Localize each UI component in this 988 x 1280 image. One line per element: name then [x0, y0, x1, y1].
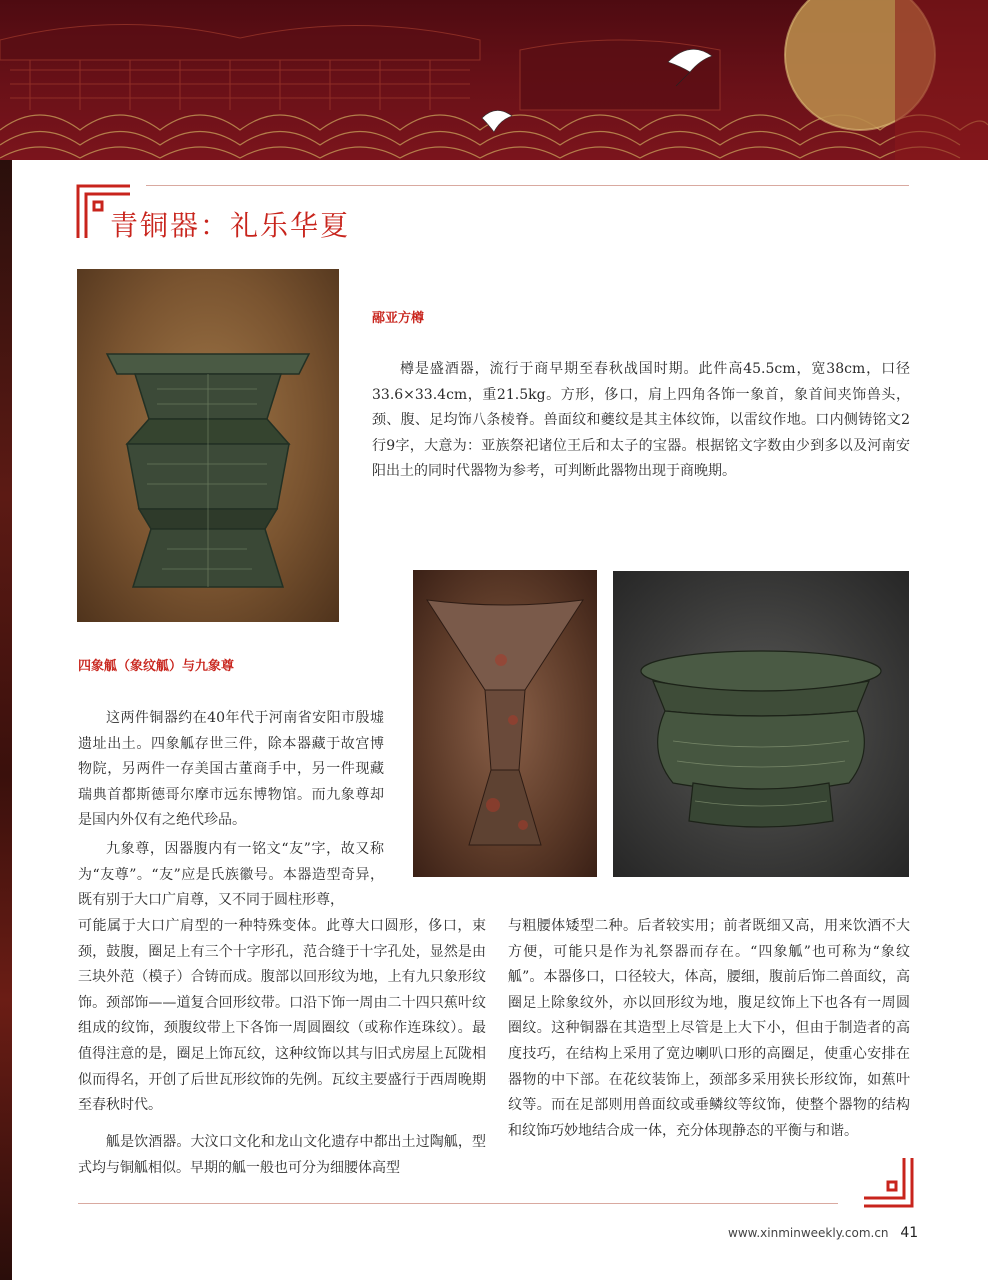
header-banner — [0, 0, 988, 160]
jiu-xiang-zun-photo — [613, 571, 909, 877]
page-bleed-strip — [0, 160, 12, 1280]
banner-illustration — [0, 0, 988, 160]
paragraph-fang-zun: 樽是盛酒器，流行于商早期至春秋战国时期。此件高45.5cm，宽38cm，口径33.6×33.4cm，重21.5kg。方形，侈口，肩上四角各饰一象首，象首间夹饰兽头，颈、腹、足均饰八条棱脊。兽面纹和夔纹是其主体纹饰，以雷纹作地。口内侧铸铭文2行9字，大意为：亚族祭祀诸位王后和太子的宝器。根据铭文字数由少到多以及河南安阳出土的同时代器物为参考，可判断此器物出现于商晚期。 — [372, 361, 910, 480]
page-footer — [728, 1225, 918, 1241]
footer-rule — [78, 1203, 838, 1204]
header-rule — [146, 185, 909, 186]
paragraph-gu-zun-4: 觚是饮酒器。大汶口文化和龙山文化遗存中都出土过陶觚，型式均与铜觚相似。早期的觚一般也可分为细腰体高型 — [78, 1134, 486, 1176]
page-title: 青铜器：礼乐华夏 — [110, 209, 351, 242]
section-heading-fang-zun: 䣓亚方樽 — [372, 311, 425, 326]
fang-zun-photo — [77, 269, 339, 622]
corner-ornament-icon — [860, 1154, 916, 1214]
si-xiang-gu-photo — [413, 570, 597, 877]
paragraph-gu-zun-2: 九象尊，因器腹内有一铭文“友”字，故又称为“友尊”。“友”应是氏族徽号。本器造型奇异，既有别于大口广肩尊，又不同于圆柱形尊， — [78, 841, 384, 909]
page-number: 41 — [900, 1225, 919, 1241]
section-heading-gu-zun: 四象觚（象纹觚）与九象尊 — [78, 659, 235, 674]
paragraph-gu-zun-1: 这两件铜器约在40年代于河南省安阳市殷墟遗址出土。四象觚存世三件，除本器藏于故宫博物院，另两件一存美国古董商手中，另一件现藏瑞典首都斯德哥尔摩市远东博物馆。而九象尊却是国内外仅有之绝代珍品。 — [78, 710, 384, 829]
footer-url[interactable]: www.xinminweekly.com.cn — [728, 1226, 889, 1240]
paragraph-gu-zun-right: 与粗腰体矮型二种。后者较实用；前者既细又高，用来饮酒不大方便，可能只是作为礼祭器而存在。“四象觚”也可称为“象纹觚”。本器侈口，口径较大，体高，腰细，腹前后饰二兽面纹，高圈足上除象纹外，亦以回形纹为地，腹足纹饰上下也各有一周圆圈纹。这种铜器在其造型上尽管是上大下小，但由于制造者的高度技巧，在结构上采用了宽边喇叭口形的高圈足，使重心安排在器物的中下部。在花纹装饰上，颈部多采用狭长形纹饰，如蕉叶纹等。而在足部则用兽面纹或垂鳞纹等纹饰，使整个器物的结构和纹饰巧妙地结合成一体，充分体现静态的平衡与和谐。 — [508, 918, 910, 1139]
paragraph-gu-zun-3: 可能属于大口广肩型的一种特殊变体。此尊大口圆形，侈口，束颈，鼓腹，圈足上有三个十字形孔，范合缝于十字孔处，显然是由三块外范（模子）合铸而成。腹部以回形纹为地，上有九只象形纹饰。颈部饰——道复合回形纹带。口沿下饰一周由二十四只蕉叶纹组成的纹饰，颈腹纹带上下各饰一周圆圈纹（或称作连珠纹）。最值得注意的是，圈足上饰瓦纹，这种纹饰以其与旧式房屋上瓦陇相似而得名，开创了后世瓦形纹饰的先例。瓦纹主要盛行于西周晚期至春秋时代。 — [78, 918, 486, 1114]
